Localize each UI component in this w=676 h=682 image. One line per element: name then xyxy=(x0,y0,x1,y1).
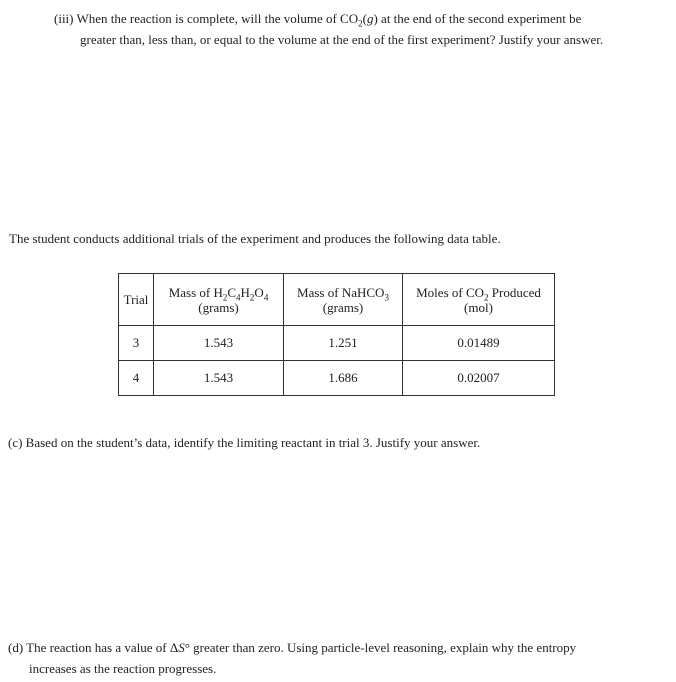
cell-bicarbonate-mass: 1.686 xyxy=(284,361,403,396)
question-d-line-2: increases as the reaction progresses. xyxy=(29,661,217,676)
cell-trial: 3 xyxy=(119,326,154,361)
question-d-text-end: ° greater than zero. Using particle-level reasoning, explain why the entropy xyxy=(184,640,577,655)
header-trial: Trial xyxy=(119,274,154,326)
question-iii-text-end: at the end of the second experiment be xyxy=(377,11,582,26)
header-bicarbonate-unit: (grams) xyxy=(322,299,364,315)
question-iii-line-2: greater than, less than, or equal to the volume at the end of the first experiment? Justify your answer. xyxy=(80,32,604,47)
header-co2-title: Moles of $CO_2$ Produced xyxy=(416,284,541,303)
cell-trial: 4 xyxy=(119,361,154,396)
table-intro-text: The student conducts additional trials of the experiment and produces the following data table. xyxy=(9,231,501,246)
header-co2-moles xyxy=(403,274,555,326)
table-header-row xyxy=(119,274,555,326)
cell-co2-moles: 0.02007 xyxy=(403,361,555,396)
state-paren-open: ( xyxy=(362,11,367,26)
table-row xyxy=(119,361,555,396)
header-co2-unit: (mol) xyxy=(464,299,493,315)
question-c: (c) Based on the student’s data, identify the limiting reactant in trial 3. Justify your answer. xyxy=(8,435,481,450)
co2-subscript: 2 xyxy=(358,18,363,29)
gas-state-symbol: g xyxy=(366,11,374,26)
header-acid-title: Mass of $H_2C_4H_2O_4$ xyxy=(168,284,269,303)
question-d-text-start: (d) The reaction has a value of Δ xyxy=(8,640,179,655)
header-acid-unit: (grams) xyxy=(198,299,239,315)
table-row xyxy=(119,326,555,361)
cell-co2-moles: 0.01489 xyxy=(403,326,555,361)
cell-acid-mass: 1.543 xyxy=(154,361,284,396)
header-bicarbonate-title: Mass of NaHCO$_3$ xyxy=(297,284,389,303)
cell-bicarbonate-mass: 1.251 xyxy=(284,326,403,361)
question-iii xyxy=(54,8,670,50)
question-iii-text-start: (iii) When the reaction is complete, will the volume of CO xyxy=(54,11,359,26)
header-acid-mass xyxy=(154,274,284,326)
question-d-line-1 xyxy=(8,637,668,658)
header-bicarbonate-mass xyxy=(284,274,403,326)
entropy-symbol: S xyxy=(178,640,185,655)
cell-acid-mass: 1.543 xyxy=(154,326,284,361)
question-iii-line-1 xyxy=(54,8,670,29)
data-table xyxy=(118,273,555,396)
state-paren-close: ) xyxy=(373,11,378,26)
question-d xyxy=(8,637,668,679)
